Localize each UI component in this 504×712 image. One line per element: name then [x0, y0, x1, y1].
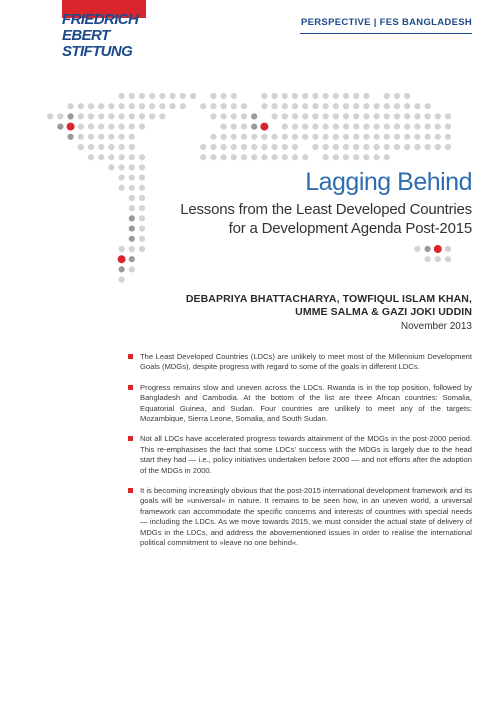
map-dot: [210, 103, 216, 109]
map-dot: [261, 134, 267, 140]
map-dot: [108, 113, 114, 119]
map-dot: [251, 113, 257, 119]
bullet-text: Not all LDCs have accelerated progress towards attainment of the MDGs in the post-2000 period. This re-emphasises the fact that some LDCs' success with the MDGs is largely due to the head start they had — i.e., policy initiatives undertaken before 2000 — and not efforts after the adoption of the MDGs in 2000.: [140, 434, 472, 475]
summary-bullet: [128, 434, 472, 476]
map-dot: [210, 134, 216, 140]
map-dot: [425, 103, 431, 109]
map-dot: [374, 144, 380, 150]
map-dot: [251, 124, 257, 130]
map-dot: [404, 113, 410, 119]
map-dot: [170, 103, 176, 109]
map-dot: [139, 175, 145, 181]
map-dot: [221, 144, 227, 150]
map-dot: [292, 93, 298, 99]
map-dot: [353, 113, 359, 119]
map-dot: [159, 113, 165, 119]
map-dot: [323, 144, 329, 150]
map-dot: [78, 134, 84, 140]
map-dot: [98, 103, 104, 109]
map-dot: [57, 124, 63, 130]
map-dot: [343, 124, 349, 130]
map-dot: [445, 246, 451, 252]
map-dot: [292, 134, 298, 140]
map-dot: [190, 93, 196, 99]
map-dot: [343, 113, 349, 119]
map-dot: [108, 164, 114, 170]
map-dot: [404, 103, 410, 109]
map-dot: [363, 103, 369, 109]
map-dot: [159, 103, 165, 109]
map-dot: [425, 124, 431, 130]
authors-line-1: DEBAPRIYA BHATTACHARYA, TOWFIQUL ISLAM KHAN,: [185, 293, 472, 305]
map-dot: [108, 134, 114, 140]
map-dot: [425, 113, 431, 119]
map-dot: [333, 93, 339, 99]
map-dot: [312, 144, 318, 150]
map-dot: [251, 144, 257, 150]
map-dot: [333, 113, 339, 119]
map-dot: [302, 134, 308, 140]
map-dot: [312, 113, 318, 119]
map-dot: [282, 144, 288, 150]
map-dot-highlight: [260, 123, 268, 131]
map-dot: [312, 103, 318, 109]
map-dot: [404, 124, 410, 130]
map-dot: [119, 103, 125, 109]
map-dot: [251, 154, 257, 160]
map-dot: [343, 134, 349, 140]
map-dot: [129, 154, 135, 160]
map-dot: [394, 134, 400, 140]
map-dot: [139, 246, 145, 252]
map-dot: [323, 103, 329, 109]
map-dot: [323, 124, 329, 130]
map-dot: [323, 93, 329, 99]
map-dot: [180, 93, 186, 99]
map-dot: [414, 134, 420, 140]
map-dot: [312, 93, 318, 99]
publication-date: November 2013: [400, 321, 472, 332]
map-dot: [251, 134, 257, 140]
map-dot: [139, 195, 145, 201]
map-dot: [363, 93, 369, 99]
map-dot: [68, 113, 74, 119]
map-dot: [78, 124, 84, 130]
map-dot: [272, 144, 278, 150]
logo-line-1: FRIEDRICH: [62, 11, 139, 28]
authors: [186, 293, 472, 319]
map-dot: [119, 246, 125, 252]
map-dot: [272, 154, 278, 160]
map-dot: [129, 226, 135, 232]
bullet-text: It is becoming increasingly obvious that the post-2015 international development framework and its goals will be »universal« in nature. It remains to be seen how, in an uneven world, a universal framework can accommodate the specific concerns and interests of countries with special needs — including the LDCs. As we move towards 2015, we must consider the actual state of delivery of MDGs in the LDCs, and address the abovementioned issues in order to realise the international political commitment to »leave no one behind«.: [140, 486, 472, 548]
map-dot: [139, 154, 145, 160]
map-dot: [98, 154, 104, 160]
map-dot: [353, 124, 359, 130]
map-dot: [353, 144, 359, 150]
map-dot: [374, 154, 380, 160]
map-dot: [414, 246, 420, 252]
map-dot: [414, 103, 420, 109]
map-dot: [261, 154, 267, 160]
map-dot: [435, 256, 441, 262]
map-dot: [333, 124, 339, 130]
map-dot: [374, 113, 380, 119]
map-dot: [241, 144, 247, 150]
map-dot: [108, 103, 114, 109]
map-dot: [139, 185, 145, 191]
map-dot: [221, 154, 227, 160]
map-dot: [435, 144, 441, 150]
map-dot: [404, 93, 410, 99]
map-dot: [88, 124, 94, 130]
map-dot: [129, 236, 135, 242]
map-dot: [129, 93, 135, 99]
map-dot: [129, 103, 135, 109]
map-dot: [394, 124, 400, 130]
map-dot: [292, 113, 298, 119]
map-dot: [323, 113, 329, 119]
map-dot: [394, 113, 400, 119]
map-dot: [159, 93, 165, 99]
map-dot: [302, 124, 308, 130]
map-dot: [119, 164, 125, 170]
map-dot: [261, 93, 267, 99]
map-dot: [98, 113, 104, 119]
map-dot: [139, 124, 145, 130]
map-dot: [282, 134, 288, 140]
map-dot: [231, 144, 237, 150]
map-dot: [425, 256, 431, 262]
map-dot: [57, 113, 63, 119]
map-dot: [282, 93, 288, 99]
map-dot: [68, 103, 74, 109]
map-dot: [302, 154, 308, 160]
map-dot: [210, 154, 216, 160]
document-subtitle: [180, 200, 472, 238]
map-dot: [139, 205, 145, 211]
map-dot: [384, 144, 390, 150]
map-dot: [210, 93, 216, 99]
summary-bullet: [128, 486, 472, 548]
map-dot: [435, 134, 441, 140]
map-dot: [78, 144, 84, 150]
map-dot: [129, 164, 135, 170]
map-dot: [241, 113, 247, 119]
map-dot: [282, 124, 288, 130]
map-dot: [272, 103, 278, 109]
map-dot: [221, 103, 227, 109]
map-dot: [129, 266, 135, 272]
map-dot: [231, 154, 237, 160]
map-dot: [221, 93, 227, 99]
summary-bullet: [128, 383, 472, 425]
map-dot: [88, 113, 94, 119]
map-dot: [384, 134, 390, 140]
map-dot: [302, 113, 308, 119]
map-dot: [425, 246, 431, 252]
bullet-square-icon: [128, 385, 133, 390]
bullet-square-icon: [128, 354, 133, 359]
subtitle-line-1: Lessons from the Least Developed Countries: [180, 201, 472, 218]
map-dot: [282, 113, 288, 119]
map-dot: [139, 236, 145, 242]
map-dot: [261, 144, 267, 150]
map-dot: [272, 134, 278, 140]
map-dot: [302, 93, 308, 99]
map-dot: [88, 144, 94, 150]
map-dot: [108, 124, 114, 130]
map-dot: [210, 113, 216, 119]
map-dot: [119, 277, 125, 283]
map-dot: [445, 256, 451, 262]
series-label: PERSPECTIVE | FES BANGLADESH: [301, 17, 472, 28]
summary-bullet: [128, 352, 472, 373]
map-dot: [384, 113, 390, 119]
map-dot: [241, 124, 247, 130]
map-dot: [88, 154, 94, 160]
map-dot: [149, 113, 155, 119]
map-dot: [343, 103, 349, 109]
map-dot: [425, 144, 431, 150]
map-dot: [384, 103, 390, 109]
map-dot: [333, 154, 339, 160]
map-dot: [170, 93, 176, 99]
map-dot: [231, 103, 237, 109]
map-dot: [231, 124, 237, 130]
map-dot: [272, 93, 278, 99]
map-dot: [119, 113, 125, 119]
map-dot: [445, 144, 451, 150]
map-dot: [200, 103, 206, 109]
map-dot: [374, 103, 380, 109]
map-dot: [353, 93, 359, 99]
map-dot: [129, 205, 135, 211]
map-dot: [119, 124, 125, 130]
map-dot: [312, 134, 318, 140]
map-dot: [129, 246, 135, 252]
map-dot: [139, 226, 145, 232]
map-dot: [129, 124, 135, 130]
map-dot: [88, 103, 94, 109]
map-dot: [129, 144, 135, 150]
map-dot: [68, 134, 74, 140]
map-dot: [343, 93, 349, 99]
map-dot: [108, 144, 114, 150]
authors-line-2: UMME SALMA & GAZI JOKI UDDIN: [295, 306, 472, 318]
map-dot: [129, 195, 135, 201]
map-dot: [374, 134, 380, 140]
map-dot: [98, 124, 104, 130]
map-dot: [108, 154, 114, 160]
map-dot: [435, 113, 441, 119]
map-dot: [445, 134, 451, 140]
map-dot: [129, 175, 135, 181]
map-dot: [445, 124, 451, 130]
map-dot: [231, 93, 237, 99]
map-dot: [384, 124, 390, 130]
document-title: Lagging Behind: [305, 168, 472, 196]
map-dot: [221, 113, 227, 119]
map-dot: [129, 134, 135, 140]
map-dot: [129, 215, 135, 221]
map-dot: [394, 144, 400, 150]
map-dot: [363, 113, 369, 119]
map-dot: [231, 134, 237, 140]
map-dot: [363, 154, 369, 160]
map-dot: [282, 154, 288, 160]
map-dot: [435, 124, 441, 130]
map-dot: [414, 144, 420, 150]
bullet-square-icon: [128, 488, 133, 493]
world-dot-map: [0, 0, 504, 320]
map-dot: [241, 103, 247, 109]
map-dot: [333, 134, 339, 140]
map-dot: [98, 144, 104, 150]
map-dot: [98, 134, 104, 140]
map-dot: [221, 124, 227, 130]
map-dot: [374, 124, 380, 130]
map-dot-highlight: [118, 255, 126, 263]
map-dot: [292, 124, 298, 130]
map-dot: [200, 144, 206, 150]
summary-bullets: [128, 352, 472, 559]
map-dot: [414, 124, 420, 130]
map-dot: [363, 134, 369, 140]
map-dot: [394, 93, 400, 99]
map-dot: [272, 113, 278, 119]
map-dot: [139, 93, 145, 99]
map-dot: [119, 175, 125, 181]
map-dot: [139, 215, 145, 221]
map-dot: [353, 103, 359, 109]
map-dot: [129, 256, 135, 262]
logo-line-3: STIFTUNG: [62, 43, 133, 60]
map-dot: [343, 144, 349, 150]
map-dot: [343, 154, 349, 160]
bullet-text: Progress remains slow and uneven across the LDCs. Rwanda is in the top position, followed by Bangladesh and Cambodia. At the bottom of the list are three African countries: Somalia, Equatorial Guinea, and Sudan. Four countries are unlikely to meet any of the targets: Mozambique, Sierra Leone, Somalia, and South Sudan.: [140, 382, 472, 424]
map-dot: [200, 154, 206, 160]
map-dot: [241, 134, 247, 140]
map-dot: [129, 113, 135, 119]
map-dot: [323, 134, 329, 140]
map-dot-highlight: [434, 245, 442, 253]
map-dot: [292, 103, 298, 109]
logo-line-2: EBERT: [62, 27, 110, 44]
map-dot: [353, 134, 359, 140]
map-dot: [445, 113, 451, 119]
map-dot: [221, 134, 227, 140]
bullet-square-icon: [128, 436, 133, 441]
map-dot: [363, 124, 369, 130]
map-dot: [282, 103, 288, 109]
map-dot: [119, 93, 125, 99]
map-dot: [180, 103, 186, 109]
subtitle-line-2: for a Development Agenda Post-2015: [228, 220, 472, 237]
map-dot: [47, 113, 53, 119]
map-dot: [139, 103, 145, 109]
map-dot: [119, 144, 125, 150]
map-dot: [241, 154, 247, 160]
map-dot: [139, 164, 145, 170]
map-dot: [333, 103, 339, 109]
map-dot: [119, 266, 125, 272]
bullet-text: The Least Developed Countries (LDCs) are unlikely to meet most of the Millennium Development Goals (MDGs), despite progress with regard to some of the goals in different LDCs.: [140, 352, 472, 372]
map-dot: [404, 134, 410, 140]
map-dot: [312, 124, 318, 130]
map-dot: [425, 134, 431, 140]
map-dot: [323, 154, 329, 160]
map-dot: [119, 154, 125, 160]
map-dot: [333, 144, 339, 150]
map-dot: [119, 134, 125, 140]
map-dot: [129, 185, 135, 191]
map-dot: [414, 113, 420, 119]
map-dot: [404, 144, 410, 150]
map-dot: [231, 113, 237, 119]
map-dot: [394, 103, 400, 109]
map-dot: [78, 113, 84, 119]
map-dot: [302, 103, 308, 109]
map-dot: [384, 93, 390, 99]
map-dot: [78, 103, 84, 109]
map-dot: [292, 144, 298, 150]
map-dot: [210, 144, 216, 150]
map-dot-highlight: [67, 123, 75, 131]
map-dot: [88, 134, 94, 140]
map-dot: [119, 185, 125, 191]
map-dot: [261, 103, 267, 109]
map-dot: [353, 154, 359, 160]
map-dot: [149, 103, 155, 109]
map-dot: [149, 93, 155, 99]
map-dot: [139, 113, 145, 119]
map-dot: [384, 154, 390, 160]
map-dot: [292, 154, 298, 160]
map-dot: [363, 144, 369, 150]
